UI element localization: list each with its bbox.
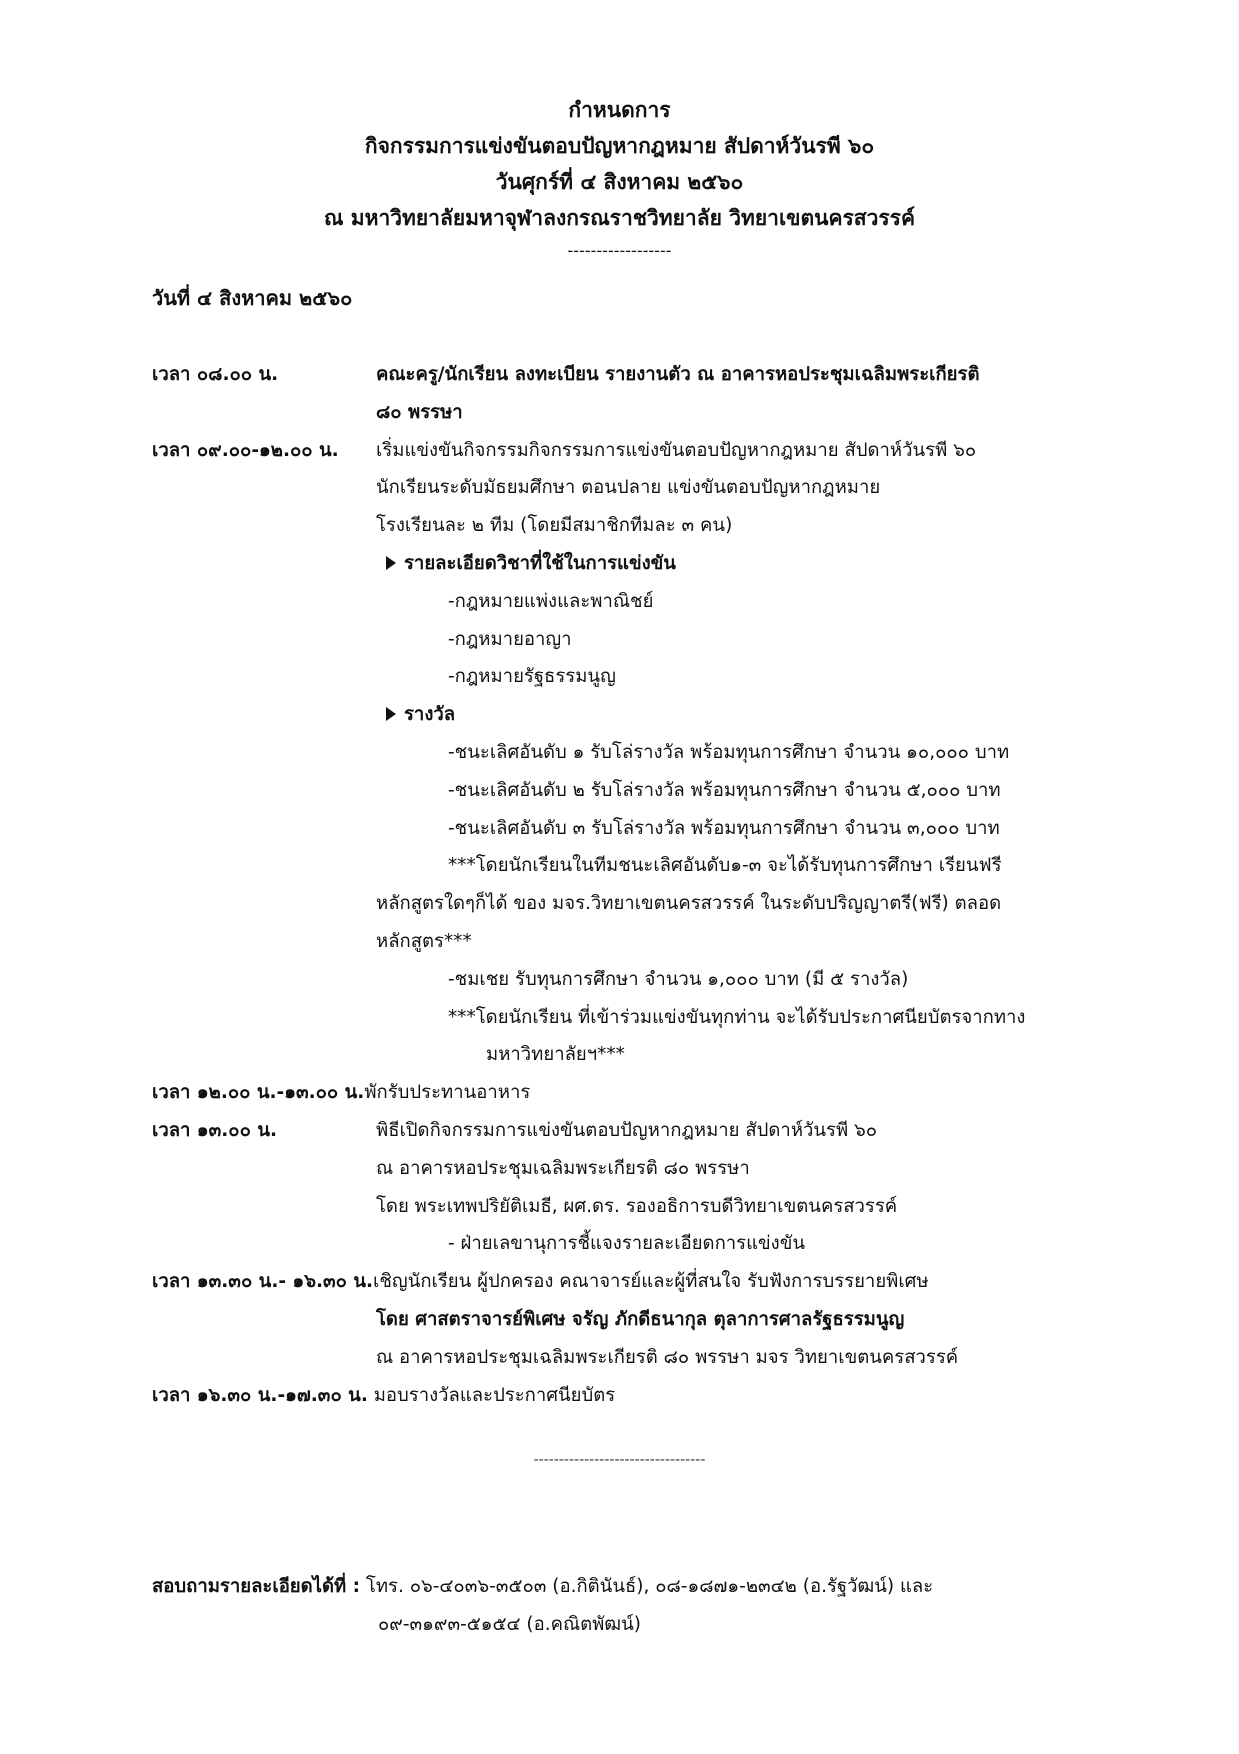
- scholarship-note: ***โดยนักเรียนในทีมชนะเลิศอันดับ๑-๓ จะได้รับทุนการศึกษา เรียนฟรี: [448, 855, 1002, 877]
- list-item: [152, 583, 1152, 621]
- prize-item: -ชนะเลิศอันดับ ๓ รับโล่รางวัล พร้อมทุนการศึกษา จำนวน ๓,๐๐๐ บาท: [448, 817, 1000, 839]
- document-header: [0, 92, 1239, 266]
- activity-text: พิธีเปิดกิจกรรมการแข่งขันตอบปัญหากฎหมาย สัปดาห์วันรพี ๖๐: [376, 1119, 878, 1141]
- schedule-row: [152, 1263, 1152, 1301]
- schedule-row: [152, 469, 1152, 507]
- time-label: เวลา ๐๙.๐๐-๑๒.๐๐ น.: [152, 439, 339, 461]
- note-line: [152, 923, 1152, 961]
- list-item: [152, 810, 1152, 848]
- activity-text: เชิญนักเรียน ผู้ปกครอง คณาจารย์และผู้ที่สนใจ รับฟังการบรรยายพิเศษ: [373, 1271, 929, 1293]
- activity-text: ๘๐ พรรษา: [376, 401, 463, 423]
- subjects-title: รายละเอียดวิชาที่ใช้ในการแข่งขัน: [404, 552, 676, 574]
- schedule-row: [152, 1112, 1152, 1150]
- schedule-row: [152, 1074, 1152, 1112]
- note-line: [152, 1036, 1152, 1074]
- list-item: [152, 734, 1152, 772]
- schedule-row: [152, 394, 1152, 432]
- schedule-row: [152, 1150, 1152, 1188]
- contact-phones-cont: ๐๙-๓๑๙๓-๕๑๕๔ (อ.คณิตพัฒน์): [378, 1614, 641, 1635]
- schedule-row: [152, 507, 1152, 545]
- activity-text: - ฝ่ายเลขานุการชี้แจงรายละเอียดการแข่งขัน: [448, 1233, 805, 1255]
- schedule-row: [152, 1188, 1152, 1226]
- time-label: เวลา ๑๓.๓๐ น.- ๑๖.๓๐ น.: [152, 1271, 374, 1293]
- triangle-bullet-icon: [386, 556, 396, 570]
- prizes-heading: [152, 696, 1152, 734]
- schedule-date: วันที่ ๔ สิงหาคม ๒๕๖๐: [152, 286, 353, 310]
- header-date: วันศุกร์ที่ ๔ สิงหาคม ๒๕๖๐: [495, 170, 744, 194]
- activity-text: โรงเรียนละ ๒ ทีม (โดยมีสมาชิกทีมละ ๓ คน): [376, 515, 733, 537]
- activity-text: ณ อาคารหอประชุมเฉลิมพระเกียรติ ๘๐ พรรษา มจร วิทยาเขตนครสวรรค์: [376, 1346, 959, 1368]
- schedule-row: [152, 432, 1152, 470]
- list-item: [152, 658, 1152, 696]
- schedule-row: [152, 1377, 1152, 1415]
- certificate-note: มหาวิทยาลัยฯ***: [486, 1044, 625, 1066]
- schedule-row: [152, 1225, 1152, 1263]
- time-label: เวลา ๑๒.๐๐ น.-๑๓.๐๐ น.: [152, 1082, 365, 1104]
- subject-item: -กฎหมายแพ่งและพาณิชย์: [448, 590, 654, 612]
- note-line: [152, 885, 1152, 923]
- triangle-bullet-icon: [386, 707, 396, 721]
- scholarship-note: หลักสูตร***: [376, 930, 472, 952]
- note-line: [152, 999, 1152, 1037]
- prizes-title: รางวัล: [404, 704, 456, 726]
- contact-phones: โทร. ๐๖-๔๐๓๖-๓๕๐๓ (อ.กิตินันธ์), ๐๘-๑๘๗๑-๒๓๔๒ (อ.รัฐวัฒน์) และ: [360, 1576, 934, 1597]
- prize-item: -ชนะเลิศอันดับ ๑ รับโล่รางวัล พร้อมทุนการศึกษา จำนวน ๑๐,๐๐๐ บาท: [448, 741, 1010, 763]
- subjects-heading: [152, 545, 1152, 583]
- header-venue: ณ มหาวิทยาลัยมหาจุฬาลงกรณราชวิทยาลัย วิทยาเขตนครสวรรค์: [323, 206, 916, 230]
- schedule: [152, 356, 1152, 1414]
- list-item: [152, 621, 1152, 659]
- schedule-row: [152, 1339, 1152, 1377]
- time-label: เวลา ๑๖.๓๐ น.-๑๗.๓๐ น.: [152, 1384, 368, 1406]
- contact-info: [152, 1568, 933, 1644]
- activity-text: โดย พระเทพปริยัติเมธี, ผศ.ดร. รองอธิการบดีวิทยาเขตนครสวรรค์: [376, 1195, 898, 1217]
- subject-item: -กฎหมายรัฐธรรมนูญ: [448, 666, 616, 688]
- list-item: [152, 772, 1152, 810]
- footer-separator: ----------------------------------: [533, 1452, 706, 1468]
- note-line: [152, 847, 1152, 885]
- header-separator: ------------------: [567, 241, 672, 260]
- header-event: กิจกรรมการแข่งขันตอบปัญหากฎหมาย สัปดาห์วันรพี ๖๐: [364, 134, 875, 158]
- prize-item: -ชนะเลิศอันดับ ๒ รับโล่รางวัล พร้อมทุนการศึกษา จำนวน ๕,๐๐๐ บาท: [448, 779, 1001, 801]
- speaker-text: โดย ศาสตราจารย์พิเศษ จรัญ ภักดีธนากุล ตุลาการศาลรัฐธรรมนูญ: [376, 1308, 905, 1330]
- activity-text: พักรับประทานอาหาร: [364, 1082, 531, 1104]
- schedule-row: [152, 1301, 1152, 1339]
- subject-item: -กฎหมายอาญา: [448, 628, 572, 650]
- activity-text: มอบรางวัลและประกาศนียบัตร: [367, 1384, 616, 1406]
- honorable-mention: -ชมเชย รับทุนการศึกษา จำนวน ๑,๐๐๐ บาท (มี ๕ รางวัล): [448, 968, 909, 990]
- contact-label: สอบถามรายละเอียดได้ที่ :: [152, 1576, 361, 1597]
- activity-text: เริ่มแข่งขันกิจกรรมกิจกรรมการแข่งขันตอบปัญหากฎหมาย สัปดาห์วันรพี ๖๐: [376, 439, 977, 461]
- activity-text: ณ อาคารหอประชุมเฉลิมพระเกียรติ ๘๐ พรรษา: [376, 1157, 750, 1179]
- activity-text: นักเรียนระดับมัธยมศึกษา ตอนปลาย แข่งขันตอบปัญหากฎหมาย: [376, 477, 881, 499]
- time-label: เวลา ๐๘.๐๐ น.: [152, 364, 279, 385]
- certificate-note: ***โดยนักเรียน ที่เข้าร่วมแข่งขันทุกท่าน จะได้รับประกาศนียบัตรจากทาง: [448, 1006, 1026, 1028]
- list-item: [152, 961, 1152, 999]
- time-label: เวลา ๑๓.๐๐ น.: [152, 1119, 277, 1141]
- scholarship-note: หลักสูตรใดๆก็ได้ ของ มจร.วิทยาเขตนครสวรรค์ ในระดับปริญญาตรี(ฟรี) ตลอด: [376, 893, 1002, 915]
- activity-text: คณะครู/นักเรียน ลงทะเบียน รายงานตัว ณ อาคารหอประชุมเฉลิมพระเกียรติ: [376, 364, 980, 385]
- header-title: กำหนดการ: [568, 98, 671, 122]
- schedule-row: [152, 356, 1152, 394]
